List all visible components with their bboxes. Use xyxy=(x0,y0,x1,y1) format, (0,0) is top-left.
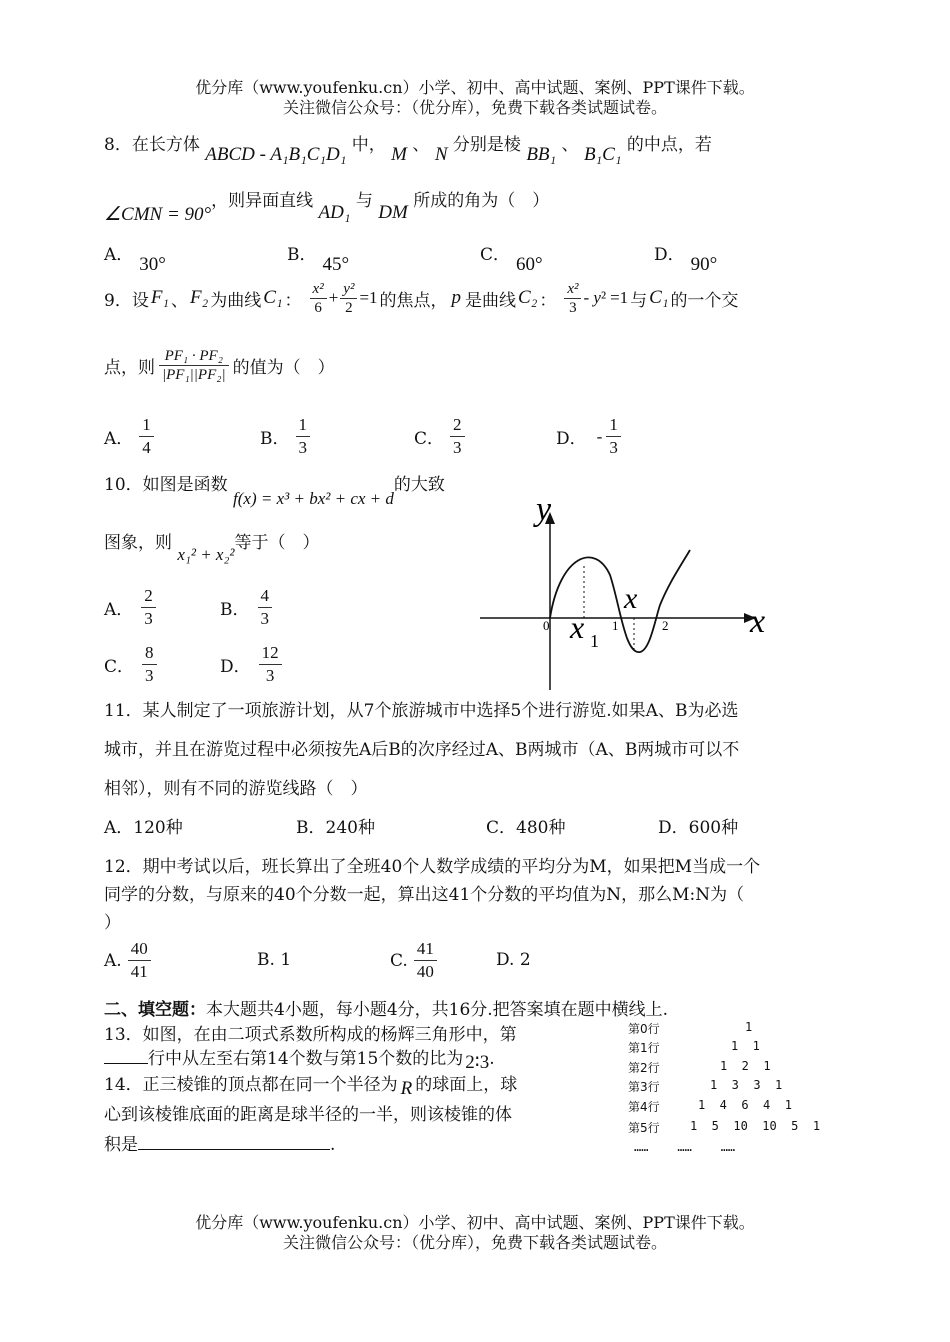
math-c1: C₁ xyxy=(263,287,283,308)
text: 中， xyxy=(351,135,386,155)
option-value: 480种 xyxy=(516,818,566,838)
option-value: 1 xyxy=(280,950,292,970)
option-label: D. xyxy=(496,950,515,970)
row-values: 1 1 xyxy=(731,1039,760,1053)
section-2-heading xyxy=(104,995,668,1020)
numerator: 12 xyxy=(259,642,282,665)
question-11-line-1 xyxy=(104,696,738,721)
text: 正三棱锥的顶点都在同一个半径为 xyxy=(142,1075,398,1095)
option-label: A． xyxy=(104,818,134,838)
text: 的中点，若 xyxy=(626,135,712,155)
numerator: 1 xyxy=(139,414,154,437)
option-fraction xyxy=(128,938,151,983)
text: 行中从左至右第14个数与第15个数的比为 xyxy=(148,1049,464,1069)
text: ，则异面直线 xyxy=(211,191,314,211)
text: 、 xyxy=(171,290,189,311)
text: 为曲线 xyxy=(210,290,262,311)
question-number: 9． xyxy=(104,290,132,311)
math-f1: F₁ xyxy=(150,287,170,308)
text: 与 xyxy=(630,290,648,311)
option-fraction xyxy=(606,414,621,459)
row-label: 第0行 xyxy=(628,1022,660,1036)
question-12-line-3: ） xyxy=(104,913,121,933)
question-10-line-1 xyxy=(104,470,445,508)
period: . xyxy=(489,1049,495,1069)
text: 某人制定了一项旅游计划，从7个旅游城市中选择5个进行游览.如果A、B为必选 xyxy=(142,701,739,721)
option-11b[interactable] xyxy=(296,813,375,838)
text: 如图是函数 xyxy=(142,475,228,495)
question-12-line-2: 同学的分数，与原来的40个分数一起，算出这41个分数的平均值为N，那么M:N为（ xyxy=(104,885,745,905)
tick-2: 2 xyxy=(662,618,669,633)
option-label: C. xyxy=(390,950,408,971)
math-c2: C₂ xyxy=(518,287,538,308)
text: 是曲线 xyxy=(465,290,517,311)
text: 图象，则 xyxy=(104,533,172,553)
option-8d[interactable] xyxy=(654,240,718,275)
x1-label: x xyxy=(570,609,585,645)
option-12d[interactable] xyxy=(496,950,531,970)
ratio: 2∶3 xyxy=(465,1052,490,1073)
option-label: D． xyxy=(654,245,685,265)
option-8c[interactable] xyxy=(480,240,543,275)
denominator: 3 xyxy=(260,609,269,628)
option-label: A． xyxy=(104,245,134,265)
denominator: 3 xyxy=(145,666,154,685)
question-14-line-3 xyxy=(104,1130,335,1155)
fraction-dot-product: $\frac{\text{PF₁ · PF₂}}{\text{|PF₁||PF₂|}}$ xyxy=(159,347,229,384)
option-label: D． xyxy=(220,657,251,677)
math-c1: C₁ xyxy=(649,287,669,308)
text: ： xyxy=(284,290,302,311)
option-fraction xyxy=(139,414,154,459)
option-fraction xyxy=(450,414,465,459)
math-n: N xyxy=(434,144,448,165)
footer-line-1: 优分库（www.youfenku.cn）小学、初中、高中试题、案例、PPT课件下载。 xyxy=(195,1213,755,1232)
x-label: x xyxy=(750,603,766,640)
option-label: C． xyxy=(414,429,445,449)
question-9-line-1: 9． 设 F₁ 、 F₂ 为曲线 C₁ ： $\frac{\text{x²}}{6}$ + $\frac{\text{y²}}{2}$ =1 的焦点， p 是曲线 C₂ ： $\frac{\text{x²}}{3}$ - y² =1 与 C₁ 的一个交 xyxy=(104,280,739,316)
option-value: 30° xyxy=(139,254,166,275)
pascal-row-0 xyxy=(628,1020,753,1037)
text: 如图，在由二项式系数所构成的杨辉三角形中，第 xyxy=(142,1025,517,1045)
pascal-row-5 xyxy=(628,1119,821,1136)
option-value: 60° xyxy=(516,254,543,275)
text: 期中考试以后，班长算出了全班40个人数学成绩的平均分为M，如果把M当成一个 xyxy=(142,857,761,877)
row-label: 第4行 xyxy=(628,1100,660,1114)
pascal-row-1 xyxy=(628,1039,760,1056)
option-label: C． xyxy=(480,245,511,265)
fraction-y2-2: $\frac{\text{y²}}{2}$ xyxy=(340,280,357,317)
option-11d[interactable] xyxy=(658,813,738,838)
minus-sign: - xyxy=(596,426,603,446)
cubic-graph xyxy=(470,490,780,700)
denominator: 40 xyxy=(416,962,434,981)
row-values: 1 xyxy=(745,1020,753,1034)
row-label: 第5行 xyxy=(628,1121,660,1135)
question-8-line-2 xyxy=(104,186,550,225)
question-9-line-2 xyxy=(104,333,335,397)
math-ad1: AD₁ xyxy=(318,202,351,223)
text: 的大致 xyxy=(393,475,445,495)
option-value: 600种 xyxy=(688,818,739,838)
denominator: 3 xyxy=(265,666,275,685)
math-bb1: BB₁ xyxy=(526,144,557,165)
text: 的一个交 xyxy=(670,290,739,311)
text: 的球面上，球 xyxy=(415,1075,518,1095)
option-value: 90° xyxy=(690,254,718,275)
math-m: M xyxy=(391,144,407,165)
row-values: 1 5 10 10 5 1 xyxy=(690,1119,821,1133)
option-value: 45° xyxy=(322,254,350,275)
option-12a[interactable] xyxy=(104,938,151,983)
header-line-2: 关注微信公众号：（优分库），免费下载各类试题试卷。 xyxy=(282,98,667,117)
option-8b[interactable] xyxy=(287,240,350,275)
option-12c[interactable] xyxy=(390,938,437,983)
question-14-line-2: 心到该棱锥底面的距离是球半径的一半，则该棱锥的体 xyxy=(104,1105,512,1125)
text: 的焦点， xyxy=(379,290,448,311)
option-fraction xyxy=(414,938,437,983)
text: 所成的角为（ ） xyxy=(413,191,550,211)
answer-blank-13[interactable] xyxy=(104,1063,148,1064)
option-fraction xyxy=(141,585,156,630)
option-value: 2 xyxy=(519,950,531,970)
row-values: 1 4 6 4 1 xyxy=(698,1098,792,1112)
option-8a[interactable] xyxy=(104,240,166,275)
option-label: A． xyxy=(104,429,134,449)
numerator: 2 xyxy=(141,585,156,608)
option-11a[interactable] xyxy=(104,813,183,838)
text: 等于（ ） xyxy=(234,533,320,553)
option-value: 120种 xyxy=(133,818,183,838)
option-9d[interactable] xyxy=(556,414,621,459)
option-label: A． xyxy=(104,600,134,620)
math-dm: DM xyxy=(378,202,408,223)
tick-0: 0 xyxy=(543,618,550,633)
section-title: 二、填空题： xyxy=(104,1000,206,1020)
option-label: B. xyxy=(257,950,275,970)
text: 、 xyxy=(412,135,430,155)
math-b1c1: B₁C₁ xyxy=(583,144,622,165)
pascal-row-2 xyxy=(628,1059,771,1076)
option-fraction xyxy=(296,414,311,459)
option-label: B． xyxy=(260,429,290,449)
fraction-x2-6: $\frac{\text{x²}}{6}$ xyxy=(310,280,327,317)
question-number: 14． xyxy=(104,1075,143,1095)
row-label: 第1行 xyxy=(628,1041,660,1055)
math-angle: ∠CMN = 90° xyxy=(104,204,212,225)
option-10b[interactable] xyxy=(220,585,272,630)
option-10a[interactable] xyxy=(104,585,156,630)
row-label: 第3行 xyxy=(628,1080,660,1094)
option-label: A. xyxy=(104,950,122,971)
text: 点，则 xyxy=(104,357,155,378)
numerator: 41 xyxy=(414,938,437,961)
numerator: 4 xyxy=(258,585,273,608)
question-14-line-1 xyxy=(104,1070,518,1099)
question-10-line-2 xyxy=(104,528,320,564)
math-x1x2: x₁² + x₂² xyxy=(177,545,235,564)
period: . xyxy=(330,1135,336,1155)
option-label: C． xyxy=(104,657,135,677)
pascal-row-4 xyxy=(628,1098,792,1115)
text: 在长方体 xyxy=(131,135,200,155)
header-line-1: 优分库（www.youfenku.cn）小学、初中、高中试题、案例、PPT课件下载。 xyxy=(195,78,755,97)
x1-subscript: 1 xyxy=(590,631,599,651)
math-abcd: ABCD - A₁B₁C₁D₁ xyxy=(205,144,347,165)
numerator: 8 xyxy=(142,642,157,665)
fraction-x2-3: $\frac{\text{x²}}{3}$ xyxy=(564,280,581,317)
section-description: 本大题共4小题，每小题4分，共16分.把答案填在题中横线上. xyxy=(206,1000,669,1020)
math-fx: f(x) = x³ + bx² + cx + d xyxy=(233,489,394,508)
numerator: 1 xyxy=(296,414,311,437)
numerator: 1 xyxy=(606,414,621,437)
question-13-line-1 xyxy=(104,1020,517,1045)
question-12-line-1 xyxy=(104,852,760,877)
math-abcd-text: ABCD xyxy=(205,144,255,165)
text: 积是 xyxy=(104,1135,138,1155)
option-12b[interactable] xyxy=(257,950,291,970)
denominator: 41 xyxy=(130,962,148,981)
option-fraction xyxy=(258,585,273,630)
question-number: 10． xyxy=(104,475,143,495)
question-number: 13． xyxy=(104,1025,143,1045)
option-label: D． xyxy=(556,429,587,449)
text: 分别是棱 xyxy=(452,135,521,155)
row-label: 第2行 xyxy=(628,1061,660,1075)
question-11-line-2: 城市，并且在游览过程中必须按先A后B的次序经过A、B两城市（A、B两城市可以不 xyxy=(104,740,740,760)
option-10d[interactable] xyxy=(220,642,282,687)
math-a1b1c1d1: A₁B₁C₁D₁ xyxy=(270,144,347,165)
question-number: 11． xyxy=(104,701,143,721)
option-label: B． xyxy=(220,600,250,620)
question-number: 8． xyxy=(104,135,132,155)
denominator: 3 xyxy=(144,609,153,628)
footer-line-2: 关注微信公众号：（优分库），免费下载各类试题试卷。 xyxy=(282,1233,667,1252)
text: 与 xyxy=(355,191,373,211)
question-8-line-1 xyxy=(104,130,712,165)
option-label: D． xyxy=(658,818,689,838)
question-13-line-2 xyxy=(104,1044,495,1073)
math-f2: F₂ xyxy=(190,287,209,308)
option-9b[interactable] xyxy=(260,414,310,459)
option-9c[interactable] xyxy=(414,414,465,459)
x2-label: x xyxy=(624,582,638,615)
text: 的值为（ ） xyxy=(232,357,335,378)
answer-blank-14[interactable] xyxy=(138,1149,330,1150)
row-values: 1 3 3 1 xyxy=(710,1078,783,1092)
option-fraction xyxy=(142,642,157,687)
option-11c[interactable] xyxy=(486,813,565,838)
y-label: y xyxy=(536,491,552,528)
pascal-dots: …… …… …… xyxy=(634,1140,736,1154)
question-11-line-3: 相邻），则有不同的游览线路（ ） xyxy=(104,779,368,799)
option-fraction xyxy=(259,642,282,687)
numerator: 2 xyxy=(450,414,465,437)
text: 设 xyxy=(131,290,149,311)
option-label: C． xyxy=(486,818,517,838)
math-p: p xyxy=(451,287,462,308)
denominator: 4 xyxy=(142,438,151,457)
tick-1: 1 xyxy=(612,618,619,633)
denominator: 3 xyxy=(609,438,618,457)
option-value: 240种 xyxy=(325,818,375,838)
denominator: 3 xyxy=(298,438,307,457)
math-r: R xyxy=(400,1078,413,1099)
option-label: B． xyxy=(296,818,326,838)
text: 、 xyxy=(561,135,579,155)
row-values: 1 2 1 xyxy=(720,1059,771,1073)
option-9a[interactable] xyxy=(104,414,154,459)
option-label: B． xyxy=(287,245,317,265)
option-10c[interactable] xyxy=(104,642,157,687)
question-number: 12． xyxy=(104,857,143,877)
text: ： xyxy=(539,290,557,311)
pascal-row-3 xyxy=(628,1078,783,1095)
denominator: 3 xyxy=(453,438,462,457)
numerator: 40 xyxy=(128,938,151,961)
